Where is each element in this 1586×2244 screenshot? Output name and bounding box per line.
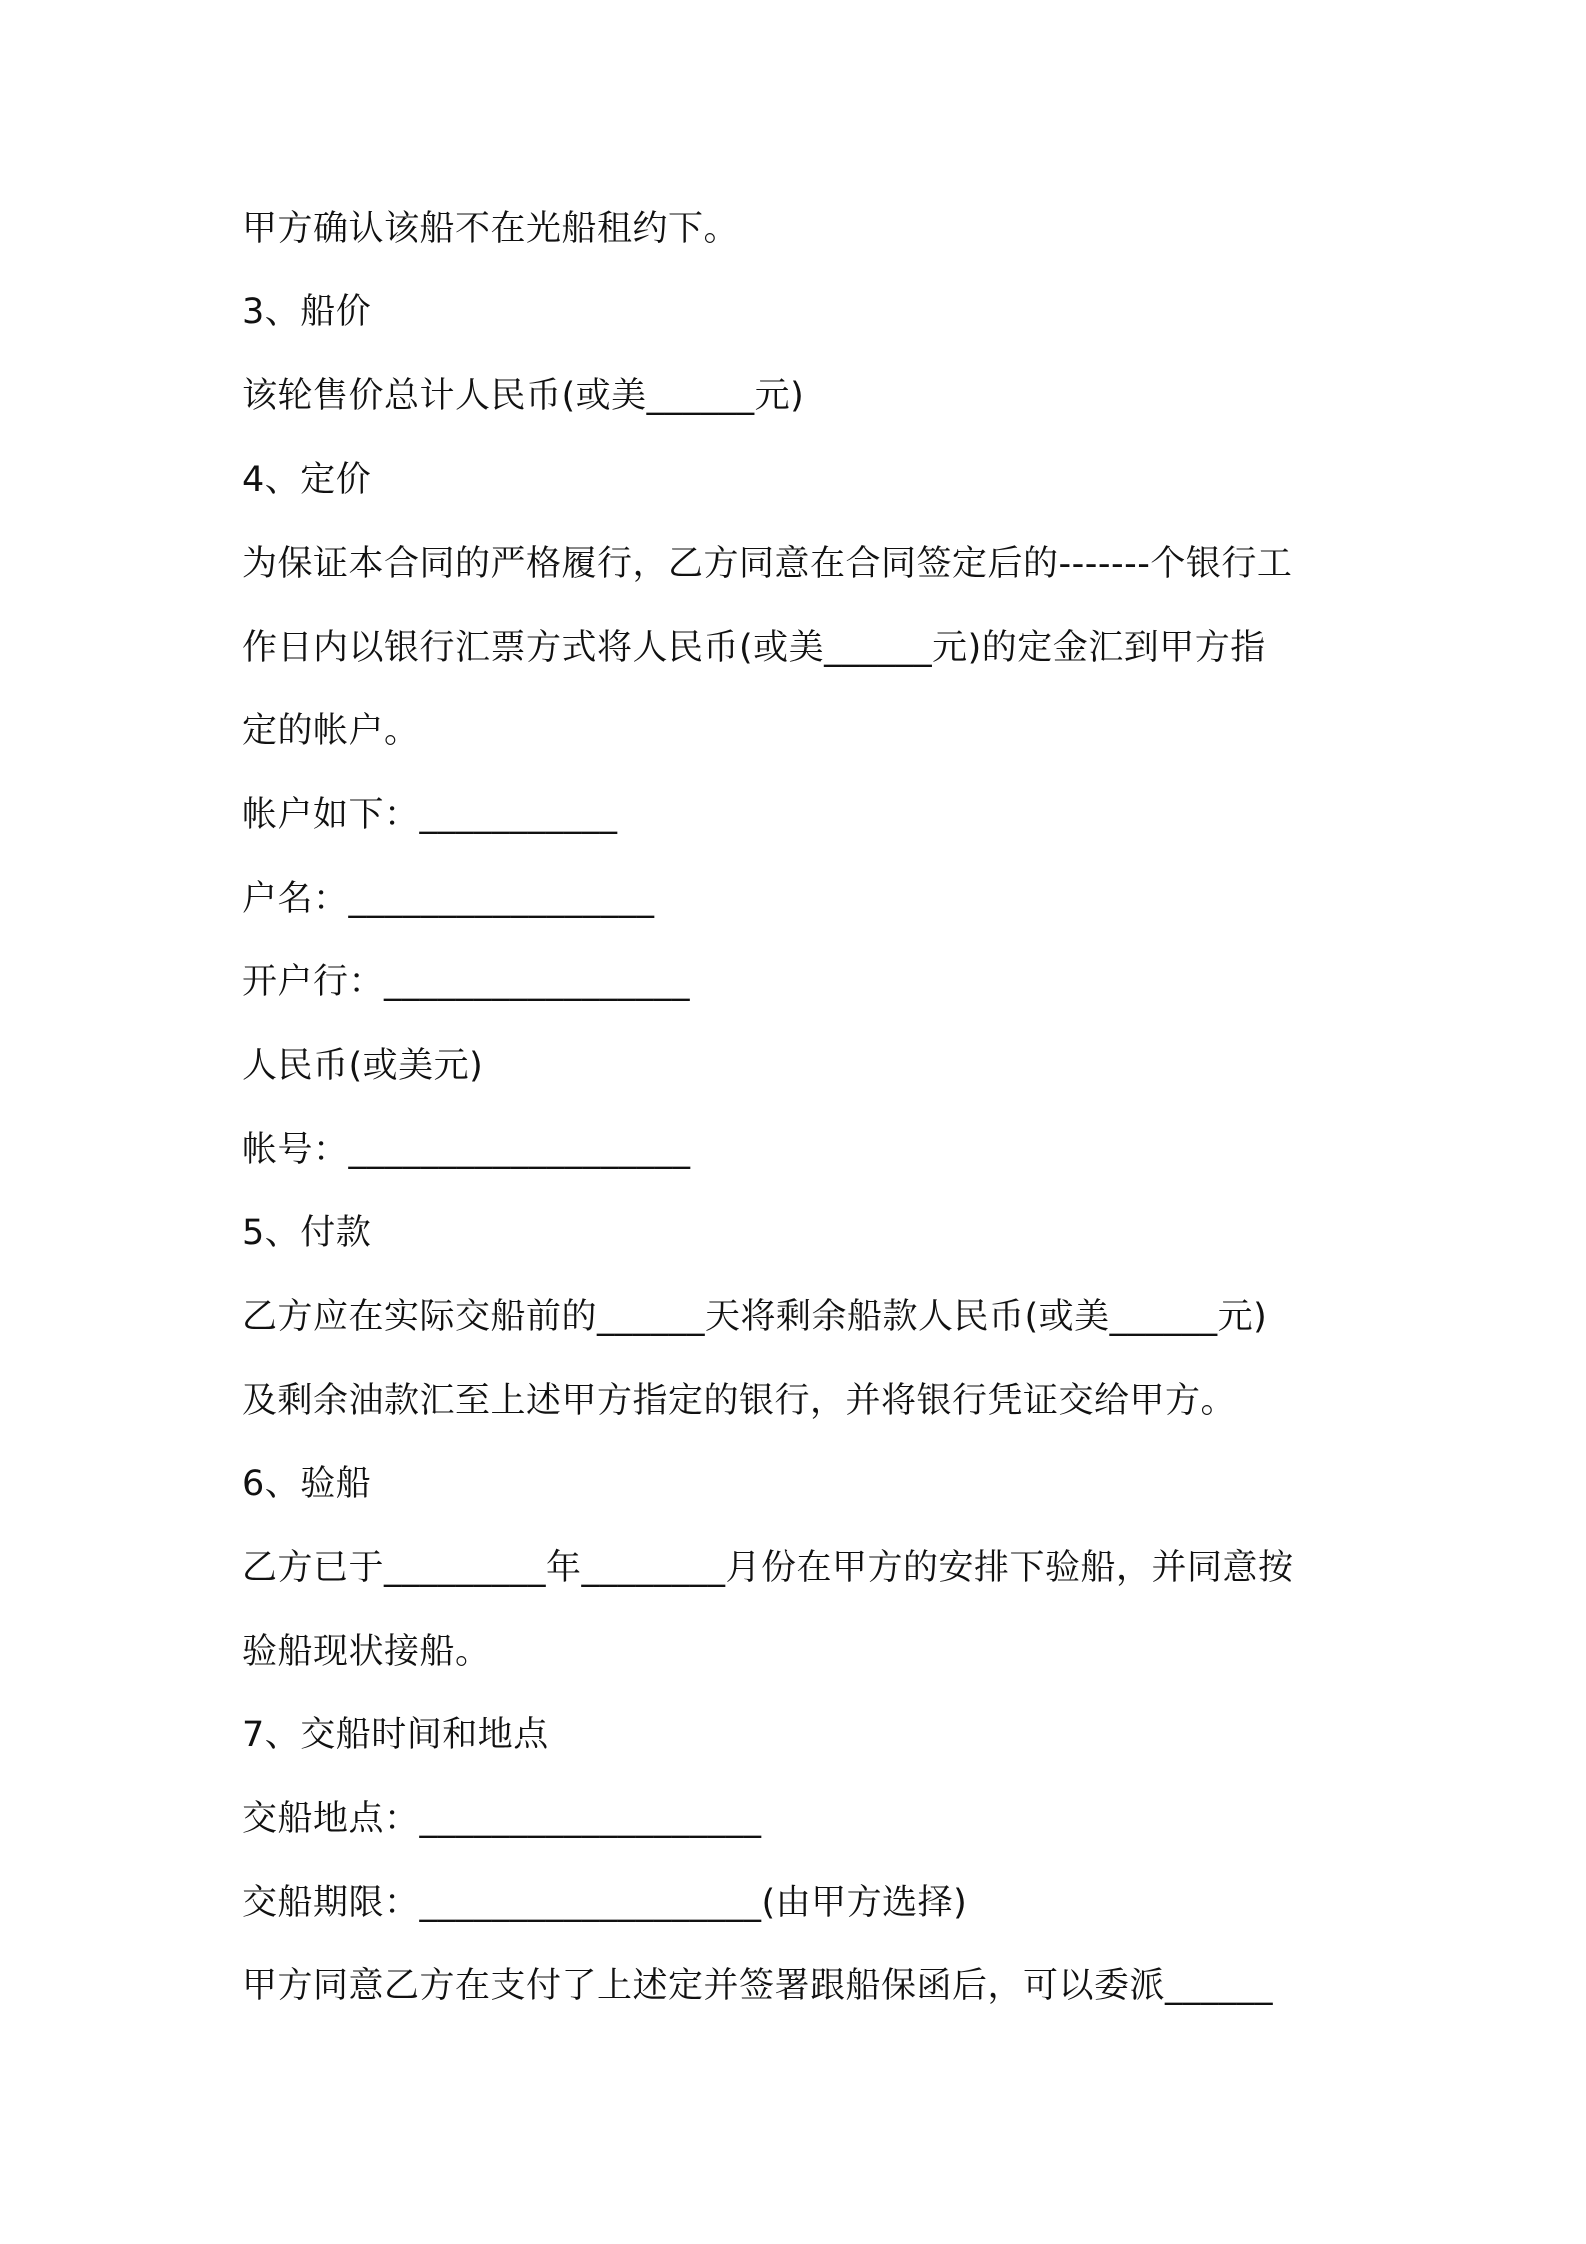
form-field-line: 交船地点：___________________	[242, 1799, 762, 1839]
form-field-line: 交船期限：___________________(由甲方选择)	[242, 1883, 968, 1923]
paragraph-line: 该轮售价总计人民币(或美______元)	[242, 376, 805, 416]
form-field-line: 户名：_________________	[242, 879, 655, 919]
form-field-line: 帐号：___________________	[242, 1130, 691, 1170]
paragraph-line: 甲方同意乙方在支付了上述定并签署跟船保函后，可以委派______	[242, 1966, 1274, 2006]
paragraph-line: 定的帐户。	[242, 711, 420, 751]
paragraph-line: 人民币(或美元)	[242, 1046, 484, 1086]
paragraph-line: 验船现状接船。	[242, 1632, 491, 1672]
form-field-line: 帐户如下：___________	[242, 795, 618, 835]
form-field-line: 开户行：_________________	[242, 962, 691, 1002]
paragraph-line: 作日内以银行汇票方式将人民币(或美______元)的定金汇到甲方指	[242, 628, 1266, 668]
paragraph-line: 乙方应在实际交船前的______天将剩余船款人民币(或美______元)	[242, 1297, 1268, 1337]
section-heading: 6、验船	[242, 1464, 372, 1504]
paragraph-line: 乙方已于_________年________月份在甲方的安排下验船，并同意按	[242, 1548, 1294, 1588]
section-heading: 5、付款	[242, 1213, 372, 1253]
section-heading: 3、船价	[242, 292, 372, 332]
paragraph-line: 为保证本合同的严格履行，乙方同意在合同签定后的-------个银行工	[242, 544, 1293, 584]
paragraph-line: 甲方确认该船不在光船租约下。	[242, 209, 740, 249]
paragraph-line: 及剩余油款汇至上述甲方指定的银行，并将银行凭证交给甲方。	[242, 1381, 1237, 1421]
section-heading: 4、定价	[242, 460, 372, 500]
section-heading: 7、交船时间和地点	[242, 1715, 549, 1755]
